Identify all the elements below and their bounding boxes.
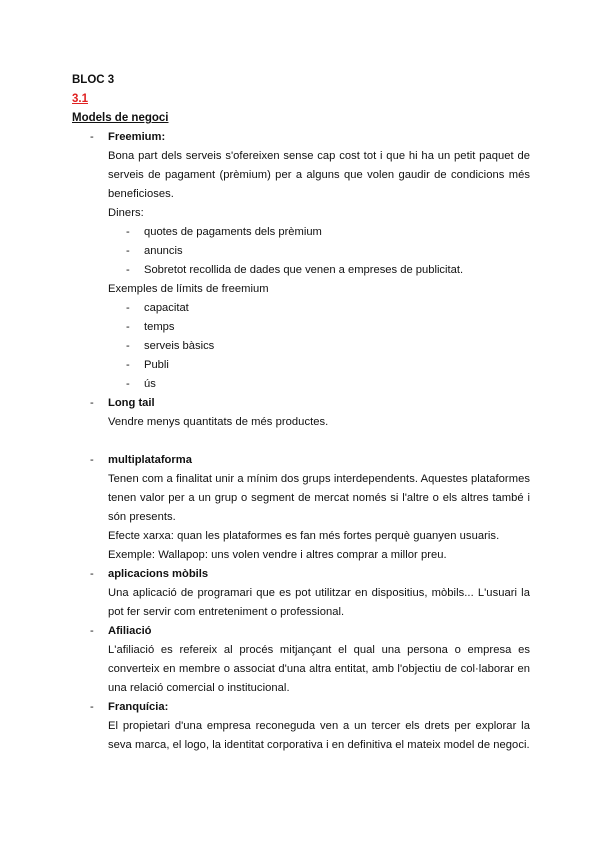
bullet-dash: - [126,359,130,371]
franchise-title: Franquícia: [108,701,169,713]
list-item-long-tail [72,394,530,432]
list-item [108,318,530,337]
limits-list [108,299,530,394]
bullet-dash: - [126,226,130,238]
freemium-title: Freemium: [108,131,166,143]
list-item-mobile-apps [72,565,530,622]
bullet-dash: - [90,454,94,466]
multiplataforma-title: multiplataforma [108,454,192,466]
multiplataforma-example: Exemple: Wallapop: uns volen vendre i altres comprar a millor preu. [108,549,447,561]
bullet-dash: - [90,131,94,143]
list-item [108,261,530,280]
long-tail-title: Long tail [108,397,155,409]
list-item [108,375,530,394]
freemium-description: Bona part dels serveis s'ofereixen sense cap cost tot i que hi ha un petit paquet de serveis de pagament (prèmium) per a alguns que volen gaudir de condicions més beneficioses. [108,150,530,200]
limit-item: serveis bàsics [144,340,215,352]
list-item [108,223,530,242]
list-item-affiliation [72,622,530,698]
franchise-description: El propietari d'una empresa reconeguda ven a un tercer els drets per explorar la seva marca, el logo, la identitat corporativa i en definitiva el mateix model de negoci. [108,720,530,751]
bullet-dash: - [126,264,130,276]
money-item: Sobretot recollida de dades que venen a empreses de publicitat. [144,264,464,276]
affiliation-title: Afiliació [108,625,152,637]
limit-item: Publi [144,359,169,371]
money-item: anuncis [144,245,183,257]
limit-item: capacitat [144,302,189,314]
bullet-dash: - [90,701,94,713]
bullet-dash: - [90,397,94,409]
bullet-dash: - [90,568,94,580]
list-item [108,337,530,356]
document-content [72,71,530,755]
money-list [108,223,530,280]
money-label: Diners: [108,207,144,219]
list-item-franchise [72,698,530,755]
bullet-dash: - [126,340,130,352]
limit-item: temps [144,321,175,333]
multiplataforma-description: Tenen com a finalitat unir a mínim dos grups interdependents. Aquestes plataformes tenen valor per a un grup o segment de mercat només si l'altre o els altres també i són presents. [108,473,530,523]
bloc-heading: BLOC 3 [72,74,115,86]
list-item-freemium [72,128,530,394]
bullet-dash: - [126,245,130,257]
limits-label: Exemples de límits de freemium [108,283,269,295]
long-tail-description: Vendre menys quantitats de més productes. [108,416,329,428]
network-effect: Efecte xarxa: quan les plataformes es fan més fortes perquè guanyen usuaris. [108,530,500,542]
mobile-apps-description: Una aplicació de programari que es pot utilitzar en dispositius, mòbils... L'usuari la pot fer servir com entreteniment o professional. [108,587,530,618]
affiliation-description: L'afiliació es refereix al procés mitjançant el qual una persona o empresa es converteix en membre o associat d'una altra entitat, amb l'objectiu de col·laborar en una relació comercial o institucional. [108,644,530,694]
mobile-apps-title: aplicacions mòbils [108,568,209,580]
bullet-dash: - [126,302,130,314]
blank-line [72,432,530,451]
money-item: quotes de pagaments dels prèmium [144,226,322,238]
list-item [108,299,530,318]
list-item [108,242,530,261]
bullet-dash: - [90,625,94,637]
list-item [108,356,530,375]
list-item-multiplataforma [72,451,530,565]
bullet-dash: - [126,321,130,333]
limit-item: ús [144,378,156,390]
section-title: Models de negoci [72,112,169,124]
section-number: 3.1 [72,93,88,105]
bullet-dash: - [126,378,130,390]
